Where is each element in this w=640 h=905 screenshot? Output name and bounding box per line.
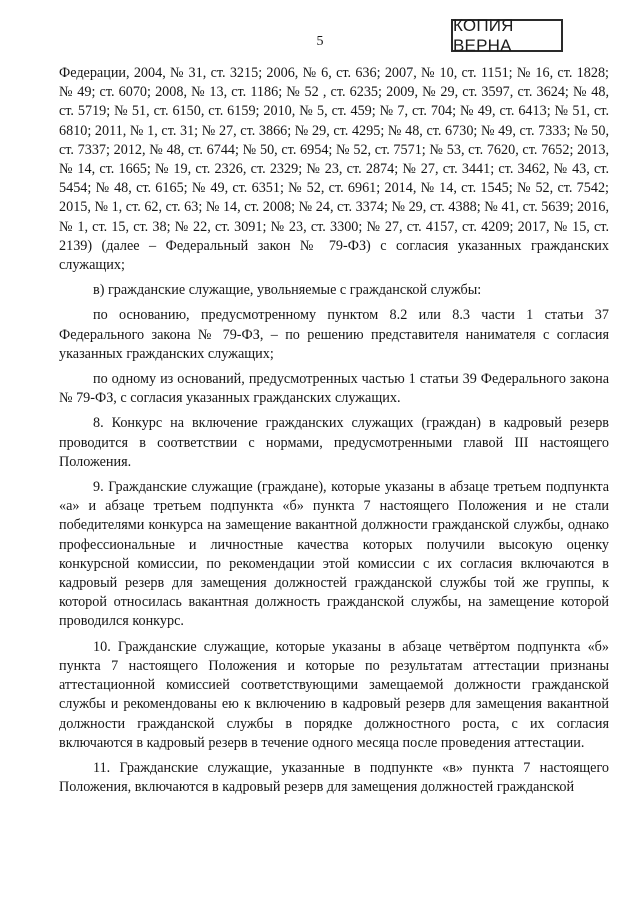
document-body <box>59 64 609 797</box>
paragraph-dismissal-basis-37: по основанию, предусмотренному пунктом 8.2 или 8.3 части 1 статьи 37 Федерального закона № 79-ФЗ, – по решению представителя нанимателя с согласия указанных гражданских служащих; <box>59 307 609 362</box>
paragraph-dismissal-basis-39: по одному из оснований, предусмотренных частью 1 статьи 39 Федерального закона № 79-ФЗ, с согласия указанных гражданских служащих. <box>59 371 609 407</box>
paragraph-item-10: 10. Гражданские служащие, которые указаны в абзаце четвёртом подпункта «б» пункта 7 настоящего Положения и которые по результатам аттестации признаны аттестационной комиссией соответствующими замещаемой должности гражданской службы и рекомендованы ею к включению в кадровый резерв для замещения вакантной должности гражданской службы в порядке должностного роста, с их согласия включаются в кадровый резерв в течение одного месяца после проведения аттестации. <box>59 638 609 751</box>
paragraph-item-9: 9. Гражданские служащие (граждане), которые указаны в абзаце третьем подпункта «а» и абзаце третьем подпункта «б» пункта 7 настоящего Положения и не стали победителями конкурса на замещение вакантной должности гражданской службы, однако профессиональные и личностные качества которых получили высокую оценку конкурсной комиссии, по рекомендации этой комиссии с их согласия включаются в кадровый резерв для замещения должностей гражданской службы той же группы, к которой относилась вакантная должность гражданской службы, на замещение которой проводился конкурс. <box>59 479 609 630</box>
paragraph-item-8: 8. Конкурс на включение гражданских служащих (граждан) в кадровый резерв проводится в соответствии с нормами, предусмотренными главой III настоящего Положения. <box>59 415 609 470</box>
page-number: 5 <box>316 34 324 49</box>
paragraph-law-references: Федерации, 2004, № 31, ст. 3215; 2006, № 6, ст. 636; 2007, № 10, ст. 1151; № 16, ст. 1828; № 49; ст. 6070; 2008, № 13, ст. 1186; № 52 , ст. 6235; 2009, № 29, ст. 3597, ст. 3624; № 48, ст. 5719; № 51, ст. 6150, ст. 6159; 2010, № 5, ст. 459; № 7, ст. 704; № 49, ст. 6413; № 51, ст. 6810; 2011, № 1, ст. 31; № 27, ст. 3866; № 29, ст. 4295; № 48, ст. 6730; № 49, ст. 7333; № 50, ст. 7337; 2012, № 48, ст. 6744; № 50, ст. 6954; № 52, ст. 7571; № 53, ст. 7620, ст. 7652; 2013, № 14, ст. 1665; № 19, ст. 2326, ст. 2329; № 23, ст. 2874; № 27, ст. 3441; ст. 3462, № 43, ст. 5454; № 48, ст. 6165; № 49, ст. 6351; № 52, ст. 6961; 2014, № 14, ст. 1545; № 52, ст. 7542; 2015, № 1, ст. 62, ст. 63; № 14, ст. 2008; № 24, ст. 3374; № 29, ст. 4388; № 41, ст. 5639; 2016, № 1, ст. 15, ст. 38; № 22, ст. 3091; № 23, ст. 3300; № 27, ст. 4157, ст. 4209; 2017, № 15, ст. 2139) (далее – Федеральный закон № 79-ФЗ) с согласия указанных гражданских служащих; <box>59 65 609 274</box>
copy-certified-stamp: КОПИЯ ВЕРНА <box>451 19 563 52</box>
paragraph-item-11: 11. Гражданские служащие, указанные в подпункте «в» пункта 7 настоящего Положения, включаются в кадровый резерв для замещения должностей гражданской <box>59 759 609 796</box>
paragraph-subclause-v: в) гражданские служащие, увольняемые с гражданской службы: <box>93 282 482 299</box>
